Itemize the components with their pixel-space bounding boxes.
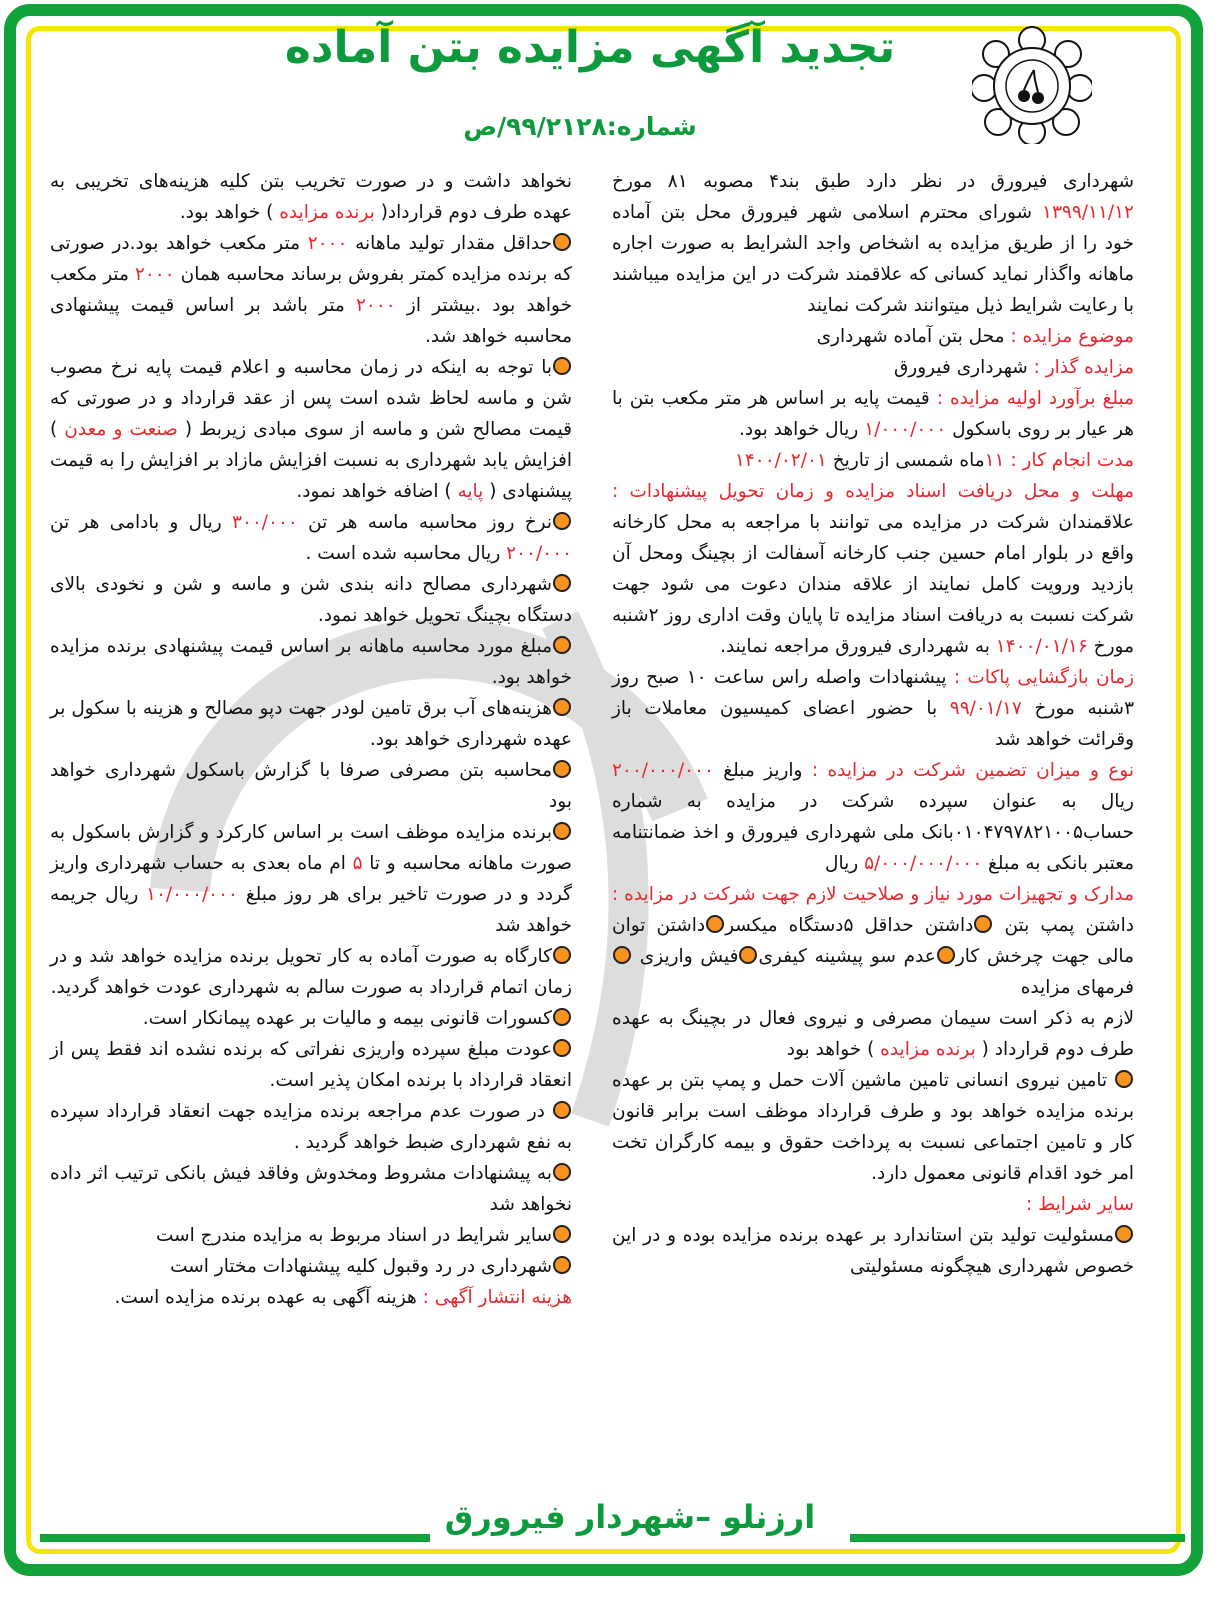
body-text: ) خواهد بود. xyxy=(179,202,280,223)
bullet-paragraph xyxy=(50,941,572,1003)
body-text: ریال محاسبه شده است . xyxy=(305,543,507,564)
bullet-icon xyxy=(553,574,571,592)
bullet-paragraph xyxy=(50,755,572,817)
bullet-paragraph xyxy=(50,1034,572,1096)
body-text: عودت مبلغ سپرده واریزی نفراتی که برنده نشده اند فقط پس از انعقاد قرارداد با برنده امکان پذیر است. xyxy=(50,1039,572,1091)
highlight-text: مدت انجام کار : ۱۱ xyxy=(984,450,1134,471)
body-text: به شهرداری فیرورق مراجعه نمایند. xyxy=(720,636,996,657)
body-text: داشتن توان مالی جهت چرخش کار xyxy=(612,915,1134,967)
bullet-icon xyxy=(937,946,955,964)
body-text: نرخ روز محاسبه ماسه هر تن xyxy=(297,512,552,533)
body-text: ریال خواهد بود. xyxy=(738,419,865,440)
highlight-text: ۲۰۰/۰۰۰ xyxy=(506,543,572,564)
body-text: محل بتن آماده شهرداری xyxy=(816,326,1005,347)
highlight-text: مدارک و تجهیزات مورد نیاز و صلاحیت لازم جهت شرکت در مزایده : xyxy=(612,884,1134,905)
paragraph xyxy=(50,166,572,228)
paragraph xyxy=(612,879,1134,1003)
bullet-paragraph xyxy=(50,693,572,755)
highlight-text: ۱/۰۰۰/۰۰۰ xyxy=(864,419,947,440)
bullet-icon xyxy=(553,1163,571,1181)
body-text: هزینه‌های آب برق تامین لودر جهت دپو مصالح و هزینه با سکول بر عهده شهرداری خواهد بود. xyxy=(50,698,572,750)
paragraph xyxy=(612,662,1134,755)
highlight-text: زمان بازگشایی پاکات : xyxy=(946,667,1135,688)
signature: ارزنلو –شهردار فیرورق xyxy=(444,1498,816,1536)
left-column xyxy=(50,166,572,1313)
body-text: عدم سو پیشینه کیفری xyxy=(758,946,936,967)
body-text: ریال xyxy=(825,853,865,874)
paragraph xyxy=(612,445,1134,476)
highlight-text: ۱۴۰۰/۰۱/۱۶ xyxy=(995,636,1088,657)
highlight-text: مزایده گذار : xyxy=(1027,357,1134,378)
bullet-paragraph xyxy=(50,1096,572,1158)
body-text: تامین نیروی انسانی تامین ماشین آلات حمل و پمپ بتن بر عهده برنده مزایده خواهد بود و طرف قرارداد موظف است برابر قانون کار و تامین اجتماعی نسبت به پرداخت حقوق و بیمه کارگران تخت امر خود اقدام قانونی معمول دارد. xyxy=(612,1070,1134,1184)
highlight-text: صنعت و معدن xyxy=(64,419,178,440)
bullet-paragraph xyxy=(612,1220,1134,1282)
body-text: در صورت عدم مراجعه برنده مزایده جهت انعقاد قرارداد سپرده به نفع شهرداری ضبط خواهد گردید . xyxy=(50,1101,572,1153)
body-text: شهرداری در رد وقبول کلیه پیشنهادات مختار است xyxy=(170,1256,552,1277)
bullet-icon xyxy=(553,1225,571,1243)
bullet-paragraph xyxy=(50,1003,572,1034)
bullet-icon xyxy=(553,512,571,530)
footer-rule-right xyxy=(850,1534,1185,1542)
highlight-text: ۳۰۰/۰۰۰ xyxy=(231,512,298,533)
paragraph xyxy=(612,476,1134,662)
body-text: داشتن حداقل ۵دستگاه میکسر xyxy=(725,915,974,936)
ad-number: شماره:۹۹/۲۱۲۸/ص xyxy=(463,112,697,141)
bullet-icon xyxy=(1115,1225,1133,1243)
body-text: به پیشنهادات مشروط ومخدوش وفاقد فیش بانکی ترتیب اثر داده نخواهد شد xyxy=(50,1163,572,1215)
body-text: متر مکعب خواهد بود.در صورتی که برنده مزایده کمتر بفروش برساند محاسبه همان xyxy=(50,233,572,285)
highlight-text: برنده مزایده xyxy=(279,202,375,223)
paragraph xyxy=(612,1003,1134,1065)
body-text: با حضور اعضای کمیسیون معاملات باز وقرائت خواهد شد xyxy=(612,698,1134,750)
bullet-paragraph xyxy=(50,569,572,631)
bullet-icon xyxy=(553,357,571,375)
highlight-text: ۲۰۰۰ xyxy=(134,264,175,285)
body-text: لازم به ذکر است سیمان مصرفی و نیروی فعال در بچینگ به عهده طرف دوم قرارداد ( xyxy=(612,1008,1134,1060)
body-text: ام ماه بعدی به حساب شهرداری واریز گردد و در صورت تاخیر برای هر روز مبلغ xyxy=(50,853,572,905)
body-text: شهرداری مصالح دانه بندی شن و ماسه و شن و نخودی بالای دستگاه بچینگ تحویل خواهد نمود. xyxy=(50,574,572,626)
bullet-icon xyxy=(739,946,757,964)
body-text: داشتن پمپ بتن xyxy=(993,915,1135,936)
body-text: مسئولیت تولید بتن استاندارد بر عهده برنده مزایده بوده و در این خصوص شهرداری هیچگونه مسئولیتی xyxy=(612,1225,1134,1277)
body-text: کسورات قانونی بیمه و مالیات بر عهده پیمانکار است. xyxy=(142,1008,552,1029)
bullet-paragraph xyxy=(50,817,572,941)
highlight-text: مبلغ برآورد اولیه مزایده : xyxy=(929,388,1134,409)
bullet-paragraph xyxy=(50,352,572,507)
bullet-paragraph xyxy=(50,228,572,352)
body-text: واریز مبلغ xyxy=(713,760,803,781)
body-text: متر باشد بر اساس قیمت پیشنهادی محاسبه خواهد شد. xyxy=(50,295,572,347)
highlight-text: ۱۴۰۰/۰۲/۰۱ xyxy=(734,450,827,471)
paragraph xyxy=(612,1189,1134,1220)
paragraph xyxy=(612,352,1134,383)
body-text: شهرداری فیرورق در نظر دارد طبق بند۴ مصوبه ۸۱ مورخ xyxy=(612,171,1134,192)
body-text: متر مکعب خواهد بود .بیشتر از xyxy=(50,264,573,316)
footer-rule-left xyxy=(40,1534,430,1542)
bullet-icon xyxy=(553,1039,571,1057)
body-text: فرمهای مزایده xyxy=(1020,977,1134,998)
bullet-icon xyxy=(553,822,571,840)
bullet-icon xyxy=(553,636,571,654)
paragraph xyxy=(612,383,1134,445)
highlight-text: ۵ xyxy=(352,853,363,874)
bullet-icon xyxy=(553,946,571,964)
highlight-text: ۵/۰۰۰/۰۰۰/۰۰۰ xyxy=(864,853,983,874)
body-text: ماه شمسی از تاریخ xyxy=(826,450,985,471)
bullet-icon xyxy=(553,698,571,716)
bullet-paragraph xyxy=(612,1065,1134,1189)
body-text: پیشنهادات واصله راس ساعت ۱۰ صبح روز ۳شنبه مورخ xyxy=(612,667,1134,719)
body-text: نخواهد داشت و در صورت تخریب بتن کلیه هزینه‌های تخریبی به عهده طرف دوم قرارداد( xyxy=(50,171,572,223)
paragraph xyxy=(50,1282,572,1313)
right-column xyxy=(612,166,1134,1282)
paragraph xyxy=(612,755,1134,879)
body-text: ریال جریمه خواهد شد xyxy=(50,884,572,936)
body-text: ) اضافه خواهد نمود. xyxy=(296,481,458,502)
highlight-text: ۹۹/۰۱/۱۷ xyxy=(949,698,1022,719)
body-text: ) خواهد بود xyxy=(786,1039,881,1060)
paragraph xyxy=(612,321,1134,352)
bullet-icon xyxy=(553,233,571,251)
bullet-paragraph xyxy=(50,631,572,693)
highlight-text: نوع و میزان تضمین شرکت در مزایده : xyxy=(802,760,1134,781)
body-text: شهرداری فیرورق xyxy=(893,357,1028,378)
body-text: ریال و بادامی هر تن xyxy=(50,512,232,533)
bullet-paragraph xyxy=(50,1220,572,1251)
bullet-icon xyxy=(553,1101,571,1119)
body-text: فیش واریزی xyxy=(632,946,739,967)
body-text: با توجه به اینکه در زمان محاسبه و اعلام قیمت پایه نرخ مصوب شن و ماسه لحاظ شده است پس از عقد قرارداد و در صورتی که قیمت مصالح شن و ماسه از سوی مبادی زیربط ( xyxy=(50,357,572,440)
body-text: حداقل مقدار تولید ماهانه xyxy=(347,233,552,254)
highlight-text: ۲۰۰/۰۰۰/۰۰۰ xyxy=(612,760,714,781)
bullet-icon xyxy=(613,946,631,964)
highlight-text: ۲۰۰۰ xyxy=(307,233,348,254)
body-text: هزینه آگهی به عهده برنده مزایده است. xyxy=(114,1287,417,1308)
highlight-text: پایه xyxy=(457,481,484,502)
paragraph xyxy=(612,166,1134,321)
body-text: قیمت پایه بر اساس هر متر مکعب بتن با هر عیار بر روی باسکول xyxy=(612,388,1134,440)
highlight-text: ۱۰/۰۰۰/۰۰۰ xyxy=(146,884,238,905)
body-text: کارگاه به صورت آماده به کار تحویل برنده مزایده خواهد شد و در زمان اتمام قرارداد به صورت سالم به شهرداری عودت خواهد گردید. xyxy=(50,946,572,998)
body-text: مبلغ مورد محاسبه ماهانه بر اساس قیمت پیشنهادی برنده مزایده خواهد بود. xyxy=(50,636,572,688)
bullet-icon xyxy=(974,915,992,933)
body-text: ریال به عنوان سپرده شرکت در مزایده به شماره حساب۰۱۰۴۷۹۷۸۲۱۰۰۵بانک ملی شهرداری فیرورق و اخذ ضمانتنامه معتبر بانکی به مبلغ xyxy=(612,791,1134,874)
municipality-logo xyxy=(972,26,1092,144)
body-text: علاقمندان شرکت در مزایده می توانند با مراجعه به محل کارخانه واقع در بلوار امام حسین جنب کارخانه آسفالت از بچینگ ومحل آن بازدید ورویت کامل نمایند از علاقه مندان دعوت می شود جهت شرکت نسبت به دریافت اسناد مزایده تا پایان وقت اداری روز ۲شنبه مورخ xyxy=(612,512,1134,657)
bullet-icon xyxy=(553,1256,571,1274)
body-text: برنده مزایده موظف است بر اساس کارکرد و گزارش باسکول به صورت ماهانه محاسبه و تا xyxy=(50,822,573,874)
highlight-text: موضوع مزایده : xyxy=(1004,326,1134,347)
body-text: ) افزایش یابد شهرداری به نسبت افزایش مازاد بر افزایش را به قیمت پیشنهادی ( xyxy=(50,419,572,502)
page-title: تجدید آگهی مزایده بتن آماده xyxy=(284,22,896,73)
bullet-icon xyxy=(706,915,724,933)
highlight-text: برنده مزایده xyxy=(880,1039,976,1060)
body-text: شورای محترم اسلامی شهر فیرورق محل بتن آماده خود را از طریق مزایده به اشخاص واجد الشرایط به صورت اجاره ماهانه واگذار نماید کسانی که علاقمند شرکت در این مزایده میباشند با رعایت شرایط ذیل میتوانند شرکت نمایند xyxy=(612,202,1134,316)
bullet-paragraph xyxy=(50,507,572,569)
bullet-icon xyxy=(553,760,571,778)
highlight-text: ۱۳۹۹/۱۱/۱۲ xyxy=(1042,202,1134,223)
highlight-text: هزینه انتشار آگهی : xyxy=(416,1287,572,1308)
body-text: سایر شرایط در اسناد مربوط به مزایده مندرج است xyxy=(155,1225,552,1246)
highlight-text: مهلت و محل دریافت اسناد مزایده و زمان تحویل پیشنهادات : xyxy=(612,481,1134,502)
highlight-text: سایر شرایط : xyxy=(1025,1194,1134,1215)
bullet-icon xyxy=(553,1008,571,1026)
bullet-paragraph xyxy=(50,1251,572,1282)
body-text: محاسبه بتن مصرفی صرفا با گزارش باسکول شهرداری خواهد بود xyxy=(50,760,572,812)
bullet-paragraph xyxy=(50,1158,572,1220)
highlight-text: ۲۰۰۰ xyxy=(356,295,396,316)
bullet-icon xyxy=(1115,1070,1133,1088)
